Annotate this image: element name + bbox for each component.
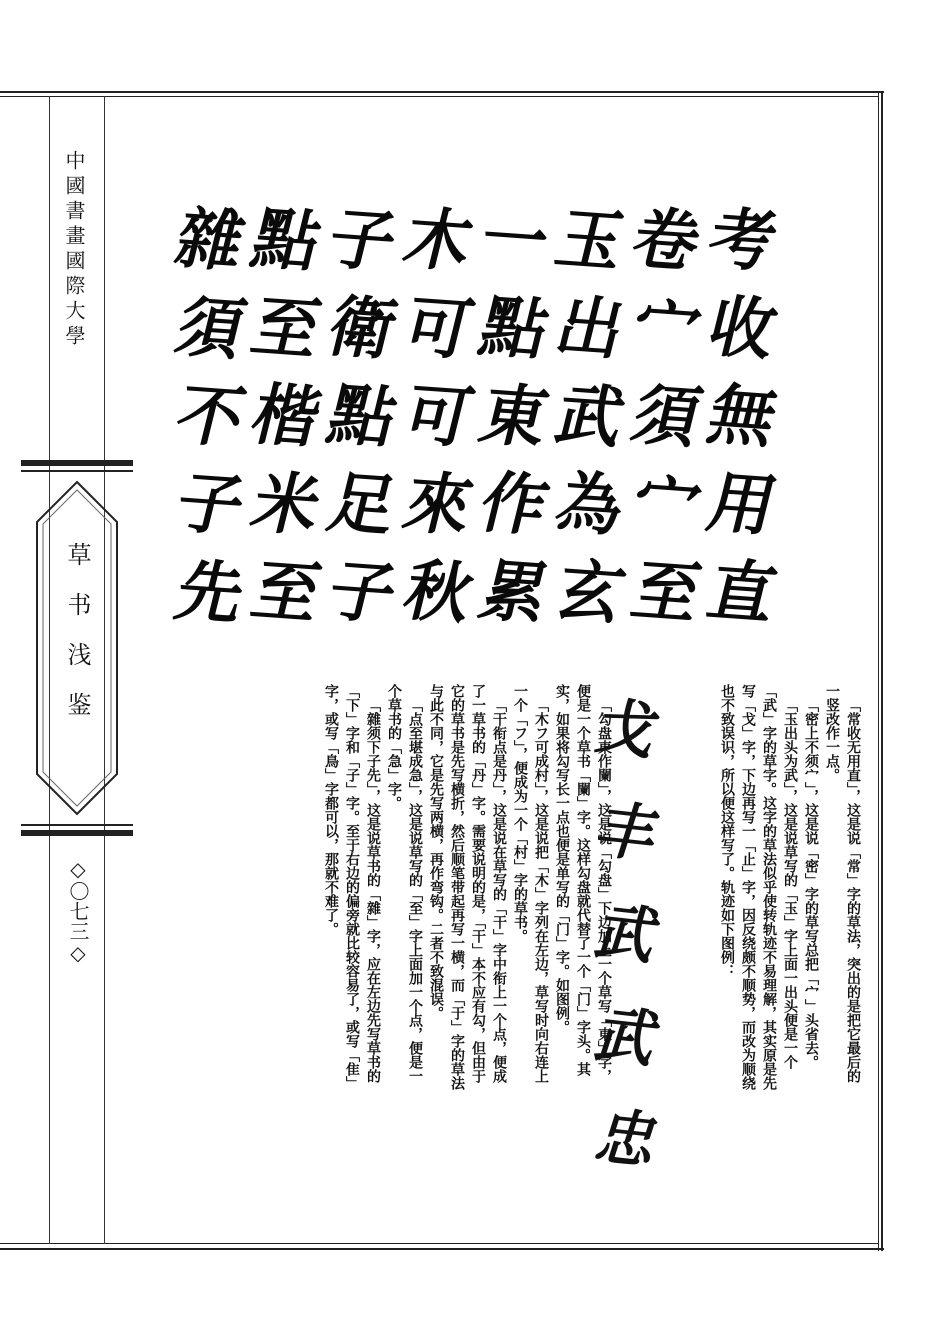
calligraphy-char: 累: [472, 550, 553, 633]
calligraphy-char: 作: [472, 462, 553, 545]
calligraphy-char: 子: [168, 462, 249, 545]
calligraphy-char: 為: [548, 462, 629, 545]
calligraphy-char: 至: [624, 550, 705, 633]
paragraph-5: 「木フ可成村」，这是说把「木」字列在左边，草写时向右连上一个「フ」，便成为一个「村」字的草书。: [512, 684, 549, 1083]
calligraphy-char: 宀: [624, 286, 705, 369]
calligraphy-char: 子: [320, 198, 401, 281]
calligraphy-char: 至: [244, 550, 325, 633]
calligraphy-char: 子: [320, 550, 401, 633]
calligraphy-char: 東: [472, 374, 553, 457]
calligraphy-char: 卷: [624, 198, 705, 281]
calligraphy-char: 出: [548, 286, 629, 369]
frame-top-line: [0, 91, 884, 93]
frame-bottom-line: [0, 1248, 884, 1250]
calligraphy-char: 可: [396, 286, 477, 369]
calligraphy-char: 雜: [168, 198, 249, 281]
calligraphy-char: 木: [396, 198, 477, 281]
example-calligraphy-column: [587, 692, 669, 1178]
calligraphy-char: 點: [244, 198, 325, 281]
example-char: 戈: [587, 692, 669, 768]
calligraphy-char: 不: [168, 374, 249, 457]
calligraphy-grid: [170, 190, 780, 650]
frame-top-inner-line: [0, 96, 878, 97]
calligraphy-char: 一: [472, 198, 553, 281]
calligraphy-char: 點: [472, 286, 553, 369]
school-name: 中國書畫國際大學: [62, 150, 86, 350]
calligraphy-char: 考: [700, 198, 781, 281]
calligraphy-char: 足: [320, 462, 401, 545]
calligraphy-char: 衛: [320, 286, 401, 369]
calligraphy-char: 米: [244, 462, 325, 545]
calligraphy-char: 楷: [244, 374, 325, 457]
calligraphy-char: 須: [624, 374, 705, 457]
frame-right-border: [878, 91, 883, 1251]
calligraphy-char: 可: [396, 374, 477, 457]
example-char: 忠: [587, 1102, 669, 1178]
example-char: 武: [587, 897, 669, 973]
book-title: 草书浅鉴: [63, 542, 91, 742]
body-text: [148, 684, 863, 1094]
calligraphy-char: 須: [168, 286, 249, 369]
calligraphy-char: 無: [700, 374, 781, 457]
calligraphy-char: 玄: [548, 550, 629, 633]
calligraphy-char: 先: [168, 550, 249, 633]
calligraphy-char: 至: [244, 286, 325, 369]
paragraph-7: 「点至堪成急」，这是说草写的「至」字上面加一个点，便是一个草书的「急」字。: [386, 684, 423, 1083]
frame-bottom-inner-line: [0, 1243, 878, 1244]
calligraphy-char: 收: [700, 286, 781, 369]
paragraph-8: 「雜须下子先」，这是说草书的「雜」字，应在左边先写草书的「下」字和「子」字。至于右边的偏旁就比较容易了，或写「隹」字，或写「鳥」字都可以，那就不难了。: [323, 684, 381, 1090]
calligraphy-char: 用: [700, 462, 781, 545]
paragraph-6: 「干衔点是丹」，这是说在草写的「干」字中衔上一个点，便成了一草书的「丹」字。需要说明的是，「干」本不应有勾，但由于它的草书是先写横折，然后顺笔带起再写一横，而「于」字的草法与此不同，它是先写两横，再作弯钩。二者不致混误。: [428, 684, 507, 1090]
calligraphy-char: 來: [396, 462, 477, 545]
paragraph-4: 「勾盘東作闌」，这是说「勾盘」下边加上一个草写「東」字，便是一个草书「闌」字。这样勾盘就代替了一个「门」字头。其实，如果将勾写长一点也便是单写的「门」字。如图例。: [554, 684, 612, 1083]
example-char: 丰: [587, 794, 669, 871]
calligraphy-char: 宀: [624, 462, 705, 545]
calligraphy-char: 武: [548, 374, 629, 457]
example-char: 武: [587, 999, 669, 1076]
calligraphy-char: 直: [700, 550, 781, 633]
paragraph-2: 「密上不须宀」，这是说「密」字的草写总把「宀」头省去。: [803, 698, 819, 1069]
paragraph-3: 「玉出头为武」，这是说草写的「玉」字上面一出头便是一个「武」字的草字。这字的草法似乎使转轨迹不易理解，其实原是先写「戈」字，下边再写一「止」字，因反绕颇不顺势，而改为顺绕也不致误识，所以便这样写了。轨迹如下图例：: [719, 684, 798, 1090]
calligraphy-char: 點: [320, 374, 401, 457]
paragraph-1: 「常收无用直」，这是说「常」字的草法，突出的是把它最后的一竖改作一点。: [824, 684, 861, 1083]
calligraphy-char: 玉: [548, 198, 629, 281]
calligraphy-char: 秋: [396, 550, 477, 633]
page-number: ◇〇七三◇: [66, 857, 90, 965]
